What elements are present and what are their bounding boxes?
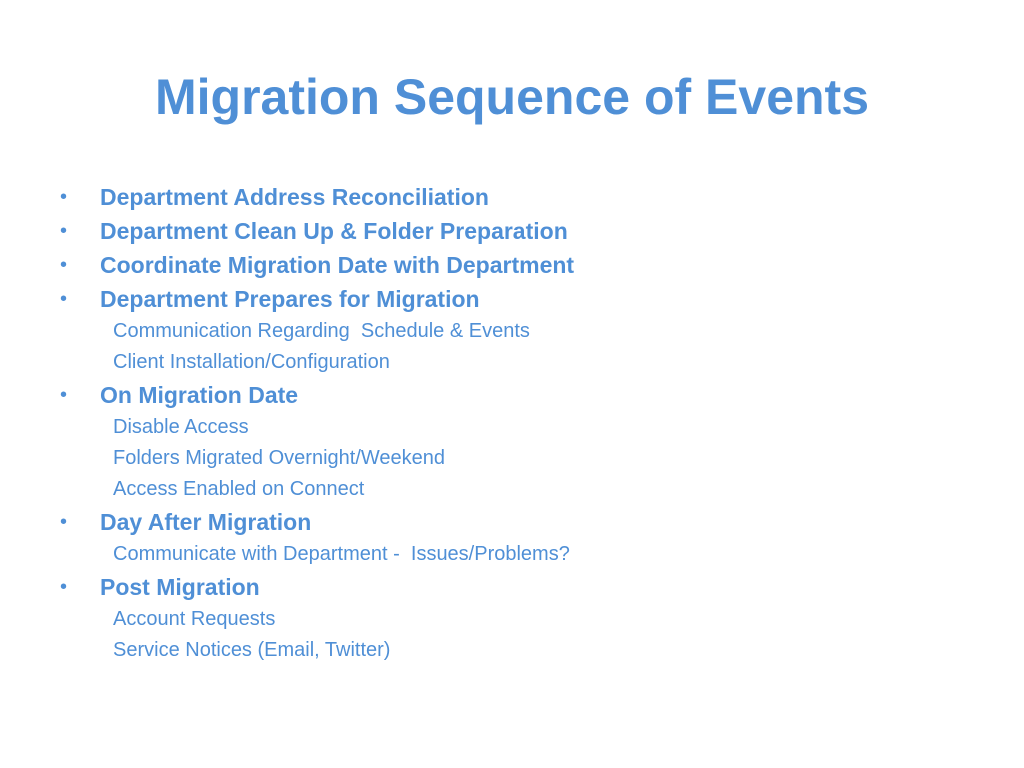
sub-item: Account Requests bbox=[113, 608, 276, 630]
list-item bbox=[60, 570, 980, 666]
bullet-label: Post Migration bbox=[100, 574, 260, 600]
bullet-icon: • bbox=[60, 254, 68, 276]
sub-item: Folders Migrated Overnight/Weekend bbox=[113, 447, 446, 469]
sub-item: Service Notices (Email, Twitter) bbox=[113, 639, 391, 661]
bullet-label: Department Clean Up & Folder Preparation bbox=[100, 218, 568, 244]
list-item bbox=[60, 378, 980, 505]
list-item bbox=[60, 282, 980, 378]
bullet-label: Department Prepares for Migration bbox=[100, 286, 480, 312]
slide-title: Migration Sequence of Events bbox=[154, 69, 869, 125]
list-item bbox=[60, 505, 980, 570]
bullet-icon: • bbox=[60, 186, 68, 208]
sub-item: Access Enabled on Connect bbox=[113, 478, 365, 500]
bullet-label: On Migration Date bbox=[100, 382, 299, 408]
bullet-list bbox=[60, 180, 980, 666]
bullet-label: Coordinate Migration Date with Department bbox=[100, 252, 575, 278]
bullet-icon: • bbox=[60, 384, 68, 406]
list-item bbox=[60, 180, 980, 214]
list-item bbox=[60, 214, 980, 248]
bullet-icon: • bbox=[60, 220, 68, 242]
bullet-icon: • bbox=[60, 288, 68, 310]
list-item bbox=[60, 248, 980, 282]
bullet-icon: • bbox=[60, 511, 68, 533]
sub-item: Communicate with Department - Issues/Problems? bbox=[113, 543, 570, 565]
sub-item: Disable Access bbox=[113, 416, 249, 438]
sub-item: Communication Regarding Schedule & Events bbox=[113, 320, 530, 342]
bullet-label: Department Address Reconciliation bbox=[100, 184, 489, 210]
bullet-label: Day After Migration bbox=[100, 509, 312, 535]
sub-item: Client Installation/Configuration bbox=[113, 351, 390, 373]
bullet-icon: • bbox=[60, 576, 68, 598]
